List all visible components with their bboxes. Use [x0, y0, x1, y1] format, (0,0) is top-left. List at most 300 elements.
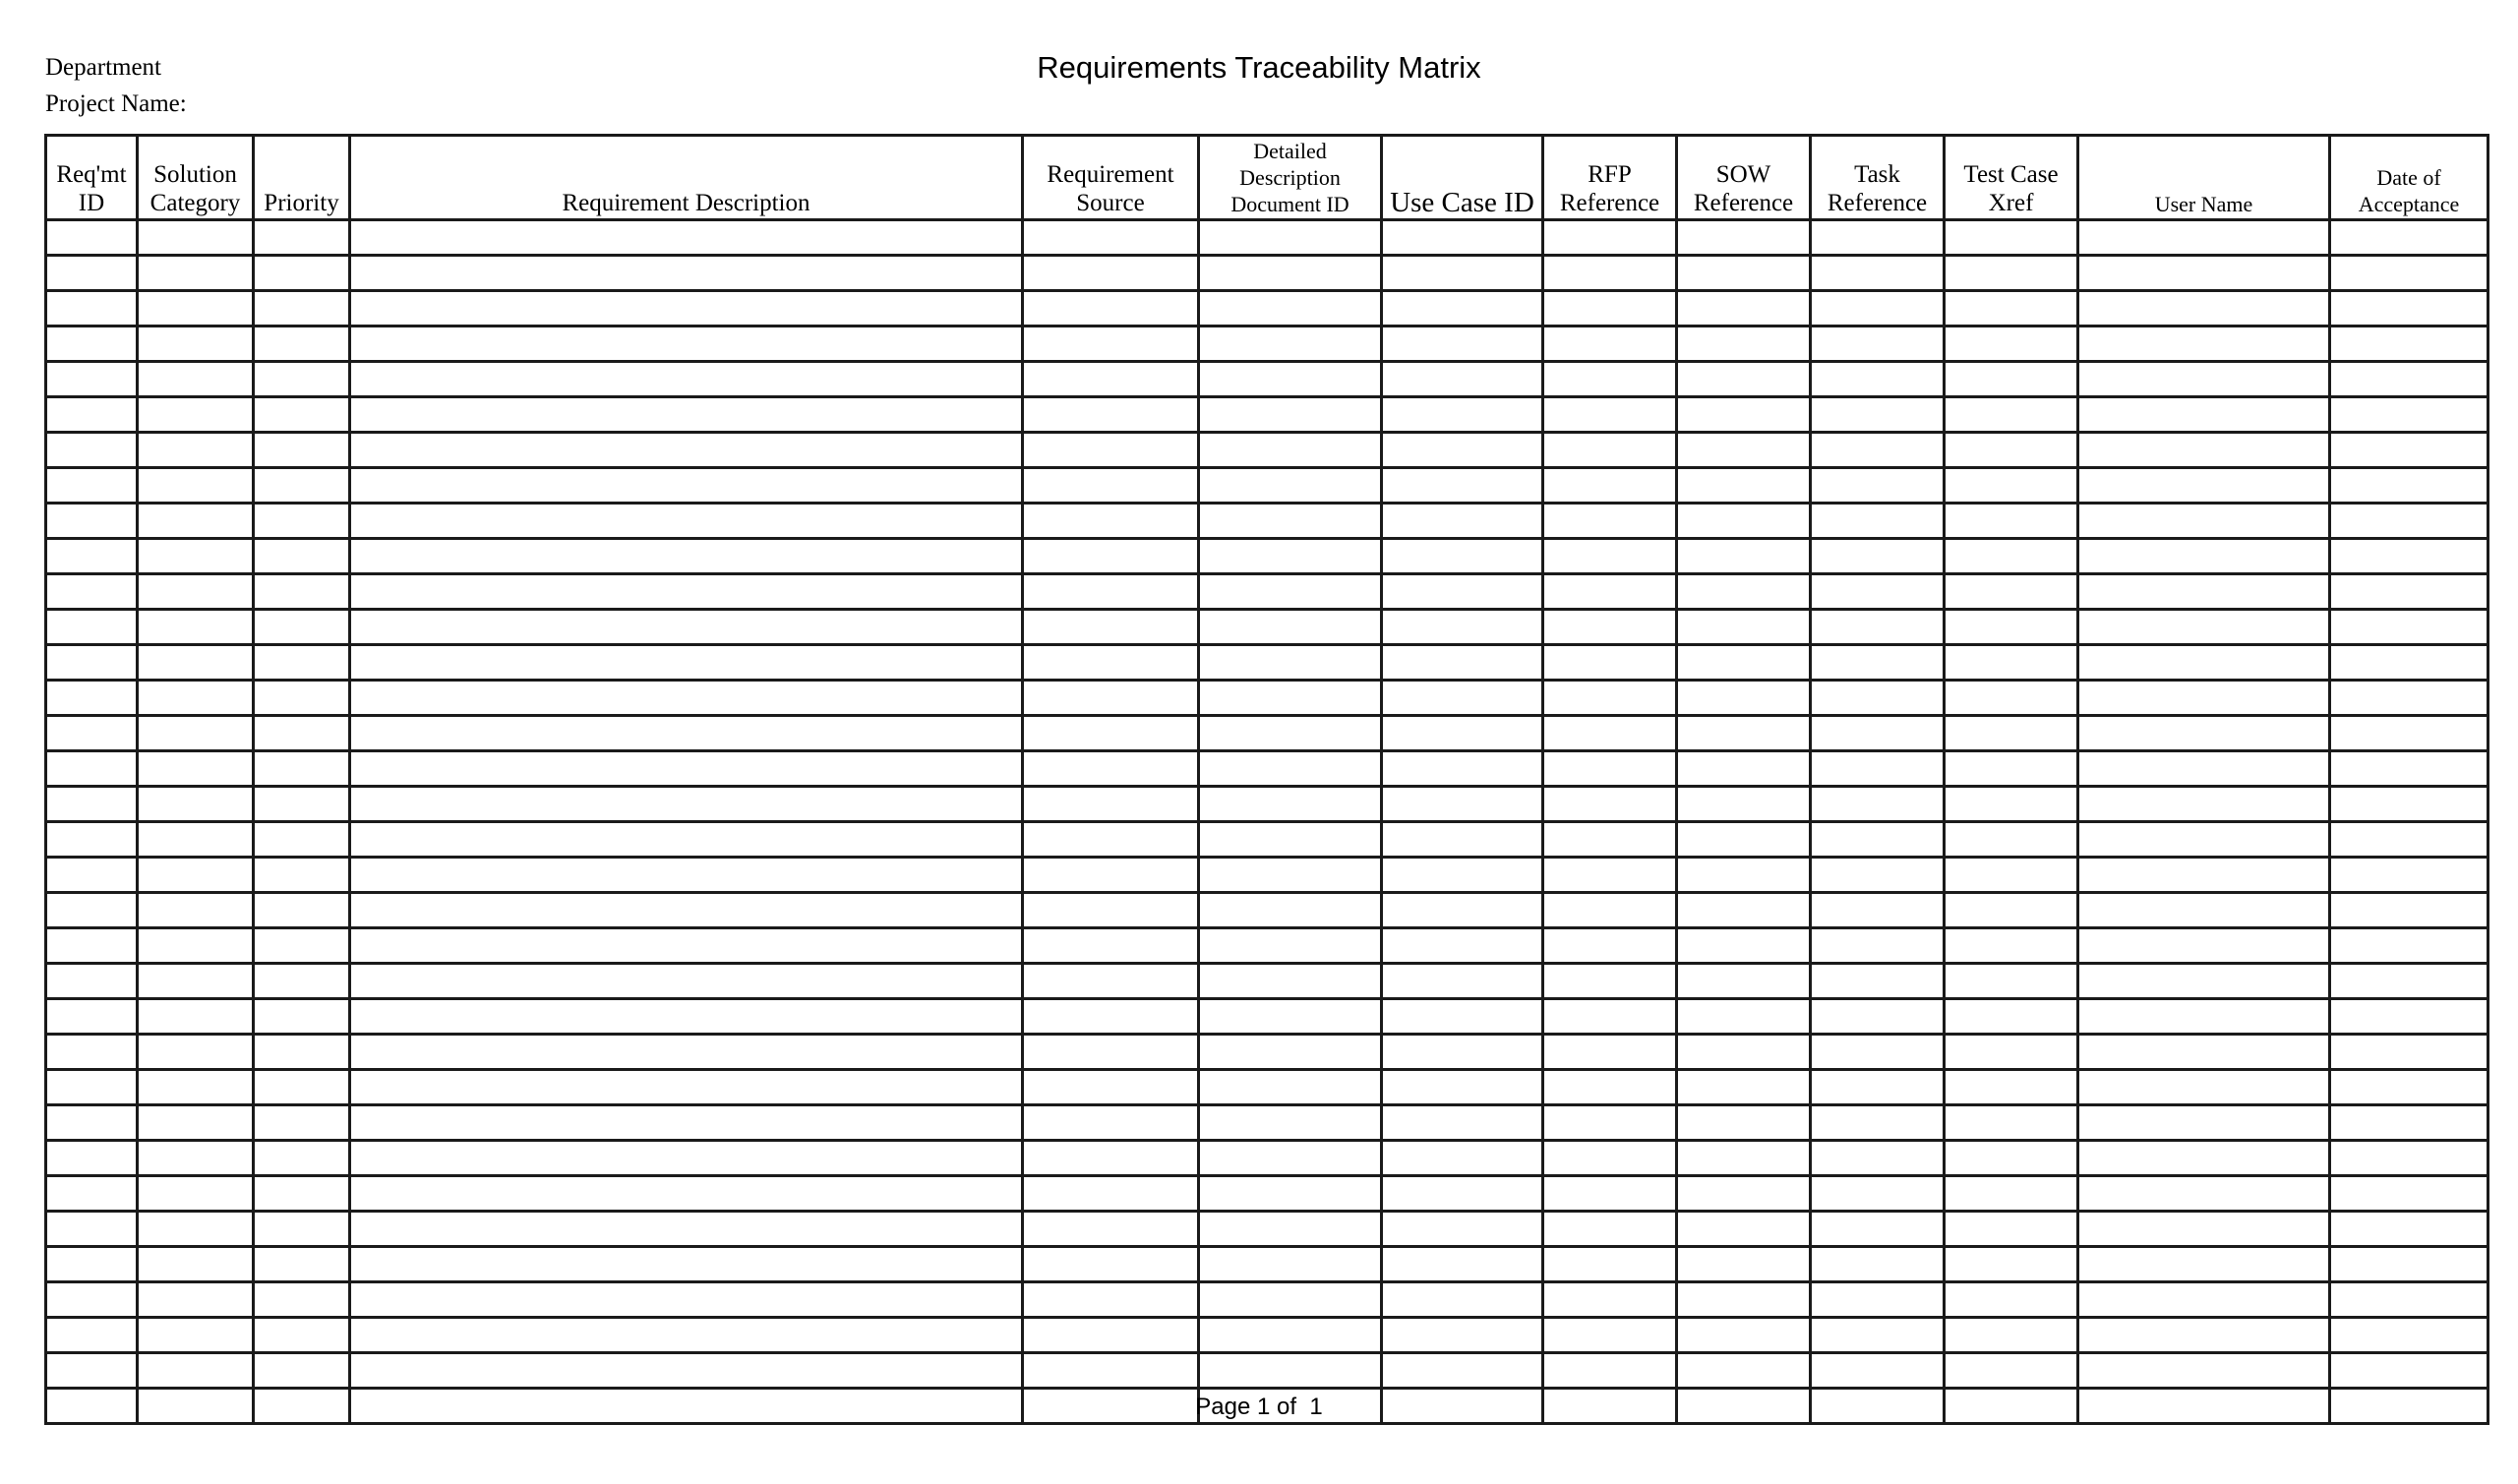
table-cell-user-name[interactable] [2078, 751, 2330, 787]
table-cell-priority[interactable] [254, 787, 350, 822]
table-cell-requirement-source[interactable] [1023, 468, 1199, 504]
table-cell-reqmt-id[interactable] [46, 964, 138, 999]
table-cell-requirement-description[interactable] [350, 1141, 1023, 1176]
table-cell-detailed-description-document-id[interactable] [1199, 716, 1382, 751]
table-cell-sow-reference[interactable] [1677, 1353, 1811, 1389]
table-cell-sow-reference[interactable] [1677, 610, 1811, 645]
table-cell-rfp-reference[interactable] [1543, 1282, 1677, 1318]
table-cell-solution-category[interactable] [138, 999, 254, 1035]
table-cell-requirement-description[interactable] [350, 928, 1023, 964]
table-cell-date-of-acceptance[interactable] [2330, 1070, 2488, 1105]
table-cell-task-reference[interactable] [1811, 610, 1945, 645]
table-cell-date-of-acceptance[interactable] [2330, 893, 2488, 928]
table-cell-reqmt-id[interactable] [46, 1176, 138, 1212]
table-cell-solution-category[interactable] [138, 751, 254, 787]
table-cell-reqmt-id[interactable] [46, 1318, 138, 1353]
table-cell-reqmt-id[interactable] [46, 610, 138, 645]
table-cell-test-case-xref[interactable] [1945, 397, 2078, 433]
table-cell-rfp-reference[interactable] [1543, 291, 1677, 326]
table-cell-detailed-description-document-id[interactable] [1199, 928, 1382, 964]
table-cell-detailed-description-document-id[interactable] [1199, 574, 1382, 610]
table-cell-sow-reference[interactable] [1677, 1105, 1811, 1141]
table-cell-user-name[interactable] [2078, 397, 2330, 433]
table-cell-task-reference[interactable] [1811, 433, 1945, 468]
table-cell-rfp-reference[interactable] [1543, 610, 1677, 645]
table-cell-rfp-reference[interactable] [1543, 681, 1677, 716]
table-cell-solution-category[interactable] [138, 468, 254, 504]
table-cell-task-reference[interactable] [1811, 751, 1945, 787]
table-cell-requirement-description[interactable] [350, 1212, 1023, 1247]
table-cell-sow-reference[interactable] [1677, 362, 1811, 397]
table-cell-test-case-xref[interactable] [1945, 1070, 2078, 1105]
table-cell-detailed-description-document-id[interactable] [1199, 1035, 1382, 1070]
table-cell-user-name[interactable] [2078, 645, 2330, 681]
table-cell-use-case-id[interactable] [1382, 291, 1543, 326]
table-cell-detailed-description-document-id[interactable] [1199, 822, 1382, 858]
table-cell-task-reference[interactable] [1811, 1035, 1945, 1070]
table-cell-priority[interactable] [254, 893, 350, 928]
table-cell-requirement-description[interactable] [350, 893, 1023, 928]
table-cell-user-name[interactable] [2078, 504, 2330, 539]
table-cell-user-name[interactable] [2078, 1212, 2330, 1247]
table-cell-use-case-id[interactable] [1382, 822, 1543, 858]
table-cell-requirement-description[interactable] [350, 681, 1023, 716]
table-cell-requirement-source[interactable] [1023, 645, 1199, 681]
table-cell-user-name[interactable] [2078, 1035, 2330, 1070]
table-cell-detailed-description-document-id[interactable] [1199, 326, 1382, 362]
table-cell-sow-reference[interactable] [1677, 291, 1811, 326]
table-cell-user-name[interactable] [2078, 787, 2330, 822]
table-cell-date-of-acceptance[interactable] [2330, 504, 2488, 539]
table-cell-rfp-reference[interactable] [1543, 468, 1677, 504]
table-cell-requirement-description[interactable] [350, 504, 1023, 539]
table-cell-rfp-reference[interactable] [1543, 362, 1677, 397]
table-cell-test-case-xref[interactable] [1945, 1035, 2078, 1070]
table-cell-priority[interactable] [254, 1353, 350, 1389]
table-cell-test-case-xref[interactable] [1945, 433, 2078, 468]
table-cell-date-of-acceptance[interactable] [2330, 433, 2488, 468]
table-cell-rfp-reference[interactable] [1543, 220, 1677, 256]
table-cell-date-of-acceptance[interactable] [2330, 1212, 2488, 1247]
table-cell-date-of-acceptance[interactable] [2330, 397, 2488, 433]
table-cell-reqmt-id[interactable] [46, 999, 138, 1035]
table-cell-date-of-acceptance[interactable] [2330, 1035, 2488, 1070]
table-cell-sow-reference[interactable] [1677, 220, 1811, 256]
table-cell-rfp-reference[interactable] [1543, 1105, 1677, 1141]
table-cell-rfp-reference[interactable] [1543, 256, 1677, 291]
table-cell-user-name[interactable] [2078, 1318, 2330, 1353]
table-cell-solution-category[interactable] [138, 893, 254, 928]
table-cell-use-case-id[interactable] [1382, 1212, 1543, 1247]
table-cell-sow-reference[interactable] [1677, 1318, 1811, 1353]
table-cell-solution-category[interactable] [138, 1105, 254, 1141]
table-cell-task-reference[interactable] [1811, 893, 1945, 928]
table-cell-requirement-description[interactable] [350, 610, 1023, 645]
table-cell-reqmt-id[interactable] [46, 787, 138, 822]
table-cell-detailed-description-document-id[interactable] [1199, 468, 1382, 504]
table-cell-date-of-acceptance[interactable] [2330, 291, 2488, 326]
table-cell-use-case-id[interactable] [1382, 716, 1543, 751]
table-cell-sow-reference[interactable] [1677, 858, 1811, 893]
table-cell-task-reference[interactable] [1811, 1141, 1945, 1176]
table-cell-task-reference[interactable] [1811, 291, 1945, 326]
table-cell-reqmt-id[interactable] [46, 256, 138, 291]
table-cell-rfp-reference[interactable] [1543, 504, 1677, 539]
table-cell-requirement-description[interactable] [350, 1318, 1023, 1353]
table-cell-requirement-source[interactable] [1023, 1070, 1199, 1105]
table-cell-use-case-id[interactable] [1382, 1318, 1543, 1353]
table-cell-use-case-id[interactable] [1382, 787, 1543, 822]
table-cell-detailed-description-document-id[interactable] [1199, 291, 1382, 326]
table-cell-priority[interactable] [254, 468, 350, 504]
table-cell-priority[interactable] [254, 1282, 350, 1318]
table-cell-solution-category[interactable] [138, 291, 254, 326]
table-cell-user-name[interactable] [2078, 858, 2330, 893]
table-cell-detailed-description-document-id[interactable] [1199, 610, 1382, 645]
table-cell-test-case-xref[interactable] [1945, 256, 2078, 291]
table-cell-detailed-description-document-id[interactable] [1199, 1212, 1382, 1247]
table-cell-solution-category[interactable] [138, 362, 254, 397]
table-cell-use-case-id[interactable] [1382, 574, 1543, 610]
table-cell-solution-category[interactable] [138, 1070, 254, 1105]
table-cell-sow-reference[interactable] [1677, 539, 1811, 574]
table-cell-solution-category[interactable] [138, 1353, 254, 1389]
table-cell-date-of-acceptance[interactable] [2330, 716, 2488, 751]
table-cell-requirement-description[interactable] [350, 999, 1023, 1035]
table-cell-detailed-description-document-id[interactable] [1199, 964, 1382, 999]
table-cell-task-reference[interactable] [1811, 574, 1945, 610]
table-cell-reqmt-id[interactable] [46, 291, 138, 326]
table-cell-detailed-description-document-id[interactable] [1199, 1282, 1382, 1318]
table-cell-user-name[interactable] [2078, 964, 2330, 999]
table-cell-priority[interactable] [254, 433, 350, 468]
table-cell-requirement-source[interactable] [1023, 751, 1199, 787]
table-cell-user-name[interactable] [2078, 468, 2330, 504]
table-cell-reqmt-id[interactable] [46, 928, 138, 964]
table-cell-user-name[interactable] [2078, 1176, 2330, 1212]
table-cell-requirement-source[interactable] [1023, 999, 1199, 1035]
table-cell-test-case-xref[interactable] [1945, 681, 2078, 716]
table-cell-requirement-description[interactable] [350, 574, 1023, 610]
table-cell-sow-reference[interactable] [1677, 787, 1811, 822]
table-cell-date-of-acceptance[interactable] [2330, 362, 2488, 397]
table-cell-priority[interactable] [254, 822, 350, 858]
table-cell-reqmt-id[interactable] [46, 716, 138, 751]
table-cell-sow-reference[interactable] [1677, 433, 1811, 468]
table-cell-requirement-source[interactable] [1023, 681, 1199, 716]
table-cell-user-name[interactable] [2078, 291, 2330, 326]
table-cell-detailed-description-document-id[interactable] [1199, 681, 1382, 716]
table-cell-solution-category[interactable] [138, 539, 254, 574]
table-cell-priority[interactable] [254, 1070, 350, 1105]
table-cell-solution-category[interactable] [138, 1176, 254, 1212]
table-cell-solution-category[interactable] [138, 504, 254, 539]
table-cell-detailed-description-document-id[interactable] [1199, 787, 1382, 822]
table-cell-task-reference[interactable] [1811, 716, 1945, 751]
table-cell-sow-reference[interactable] [1677, 256, 1811, 291]
table-cell-requirement-source[interactable] [1023, 574, 1199, 610]
table-cell-priority[interactable] [254, 858, 350, 893]
table-cell-test-case-xref[interactable] [1945, 964, 2078, 999]
table-cell-solution-category[interactable] [138, 610, 254, 645]
table-cell-solution-category[interactable] [138, 326, 254, 362]
table-cell-requirement-description[interactable] [350, 397, 1023, 433]
table-cell-solution-category[interactable] [138, 928, 254, 964]
table-cell-date-of-acceptance[interactable] [2330, 787, 2488, 822]
table-cell-user-name[interactable] [2078, 1070, 2330, 1105]
table-cell-test-case-xref[interactable] [1945, 1247, 2078, 1282]
table-cell-requirement-source[interactable] [1023, 504, 1199, 539]
table-cell-reqmt-id[interactable] [46, 858, 138, 893]
table-cell-date-of-acceptance[interactable] [2330, 1318, 2488, 1353]
table-cell-test-case-xref[interactable] [1945, 291, 2078, 326]
table-cell-requirement-source[interactable] [1023, 1035, 1199, 1070]
table-cell-sow-reference[interactable] [1677, 999, 1811, 1035]
table-cell-use-case-id[interactable] [1382, 645, 1543, 681]
table-cell-requirement-source[interactable] [1023, 1318, 1199, 1353]
table-cell-requirement-source[interactable] [1023, 220, 1199, 256]
table-cell-solution-category[interactable] [138, 1212, 254, 1247]
table-cell-use-case-id[interactable] [1382, 362, 1543, 397]
table-cell-requirement-source[interactable] [1023, 256, 1199, 291]
table-cell-solution-category[interactable] [138, 433, 254, 468]
table-cell-task-reference[interactable] [1811, 504, 1945, 539]
table-cell-test-case-xref[interactable] [1945, 893, 2078, 928]
table-cell-test-case-xref[interactable] [1945, 326, 2078, 362]
table-cell-detailed-description-document-id[interactable] [1199, 256, 1382, 291]
table-cell-date-of-acceptance[interactable] [2330, 610, 2488, 645]
table-cell-rfp-reference[interactable] [1543, 893, 1677, 928]
table-cell-task-reference[interactable] [1811, 822, 1945, 858]
table-cell-use-case-id[interactable] [1382, 504, 1543, 539]
table-cell-priority[interactable] [254, 1105, 350, 1141]
table-cell-user-name[interactable] [2078, 433, 2330, 468]
table-cell-priority[interactable] [254, 681, 350, 716]
table-cell-date-of-acceptance[interactable] [2330, 681, 2488, 716]
table-cell-task-reference[interactable] [1811, 645, 1945, 681]
table-cell-requirement-source[interactable] [1023, 1247, 1199, 1282]
table-cell-solution-category[interactable] [138, 574, 254, 610]
table-cell-solution-category[interactable] [138, 1035, 254, 1070]
table-cell-rfp-reference[interactable] [1543, 858, 1677, 893]
table-cell-user-name[interactable] [2078, 574, 2330, 610]
table-cell-priority[interactable] [254, 716, 350, 751]
table-cell-user-name[interactable] [2078, 928, 2330, 964]
table-cell-user-name[interactable] [2078, 256, 2330, 291]
table-cell-rfp-reference[interactable] [1543, 1070, 1677, 1105]
table-cell-rfp-reference[interactable] [1543, 1176, 1677, 1212]
table-cell-sow-reference[interactable] [1677, 397, 1811, 433]
table-cell-reqmt-id[interactable] [46, 504, 138, 539]
table-cell-detailed-description-document-id[interactable] [1199, 1141, 1382, 1176]
table-cell-requirement-description[interactable] [350, 716, 1023, 751]
table-cell-requirement-source[interactable] [1023, 1212, 1199, 1247]
table-cell-use-case-id[interactable] [1382, 256, 1543, 291]
table-cell-solution-category[interactable] [138, 787, 254, 822]
table-cell-solution-category[interactable] [138, 681, 254, 716]
table-cell-solution-category[interactable] [138, 256, 254, 291]
table-cell-date-of-acceptance[interactable] [2330, 1353, 2488, 1389]
table-cell-task-reference[interactable] [1811, 326, 1945, 362]
table-cell-requirement-source[interactable] [1023, 291, 1199, 326]
table-cell-test-case-xref[interactable] [1945, 645, 2078, 681]
table-cell-sow-reference[interactable] [1677, 893, 1811, 928]
table-cell-test-case-xref[interactable] [1945, 999, 2078, 1035]
table-cell-sow-reference[interactable] [1677, 468, 1811, 504]
table-cell-task-reference[interactable] [1811, 928, 1945, 964]
table-cell-sow-reference[interactable] [1677, 645, 1811, 681]
table-cell-requirement-source[interactable] [1023, 1141, 1199, 1176]
table-cell-task-reference[interactable] [1811, 1282, 1945, 1318]
table-cell-user-name[interactable] [2078, 1247, 2330, 1282]
table-cell-test-case-xref[interactable] [1945, 928, 2078, 964]
table-cell-solution-category[interactable] [138, 1318, 254, 1353]
table-cell-requirement-description[interactable] [350, 362, 1023, 397]
table-cell-user-name[interactable] [2078, 610, 2330, 645]
table-cell-task-reference[interactable] [1811, 999, 1945, 1035]
table-cell-test-case-xref[interactable] [1945, 787, 2078, 822]
table-cell-requirement-description[interactable] [350, 822, 1023, 858]
table-cell-use-case-id[interactable] [1382, 928, 1543, 964]
table-cell-requirement-description[interactable] [350, 645, 1023, 681]
table-cell-sow-reference[interactable] [1677, 1070, 1811, 1105]
table-cell-test-case-xref[interactable] [1945, 504, 2078, 539]
table-cell-requirement-description[interactable] [350, 1035, 1023, 1070]
table-cell-date-of-acceptance[interactable] [2330, 858, 2488, 893]
table-cell-rfp-reference[interactable] [1543, 999, 1677, 1035]
table-cell-detailed-description-document-id[interactable] [1199, 999, 1382, 1035]
table-cell-priority[interactable] [254, 397, 350, 433]
table-cell-detailed-description-document-id[interactable] [1199, 1247, 1382, 1282]
table-cell-priority[interactable] [254, 362, 350, 397]
table-cell-requirement-description[interactable] [350, 1353, 1023, 1389]
table-cell-solution-category[interactable] [138, 1247, 254, 1282]
table-cell-date-of-acceptance[interactable] [2330, 1141, 2488, 1176]
table-cell-requirement-source[interactable] [1023, 1353, 1199, 1389]
table-cell-user-name[interactable] [2078, 1353, 2330, 1389]
table-cell-task-reference[interactable] [1811, 468, 1945, 504]
table-cell-requirement-description[interactable] [350, 1282, 1023, 1318]
table-cell-solution-category[interactable] [138, 397, 254, 433]
table-cell-date-of-acceptance[interactable] [2330, 964, 2488, 999]
table-cell-use-case-id[interactable] [1382, 999, 1543, 1035]
table-cell-sow-reference[interactable] [1677, 822, 1811, 858]
table-cell-detailed-description-document-id[interactable] [1199, 362, 1382, 397]
table-cell-date-of-acceptance[interactable] [2330, 256, 2488, 291]
table-cell-solution-category[interactable] [138, 858, 254, 893]
table-cell-use-case-id[interactable] [1382, 220, 1543, 256]
table-cell-task-reference[interactable] [1811, 1247, 1945, 1282]
table-cell-solution-category[interactable] [138, 822, 254, 858]
table-cell-requirement-description[interactable] [350, 1247, 1023, 1282]
table-cell-solution-category[interactable] [138, 645, 254, 681]
table-cell-task-reference[interactable] [1811, 787, 1945, 822]
table-cell-priority[interactable] [254, 1318, 350, 1353]
table-cell-test-case-xref[interactable] [1945, 539, 2078, 574]
table-cell-rfp-reference[interactable] [1543, 645, 1677, 681]
table-cell-user-name[interactable] [2078, 539, 2330, 574]
table-cell-sow-reference[interactable] [1677, 681, 1811, 716]
table-cell-rfp-reference[interactable] [1543, 397, 1677, 433]
table-cell-rfp-reference[interactable] [1543, 928, 1677, 964]
table-cell-use-case-id[interactable] [1382, 1247, 1543, 1282]
table-cell-solution-category[interactable] [138, 1282, 254, 1318]
table-cell-requirement-source[interactable] [1023, 893, 1199, 928]
table-cell-reqmt-id[interactable] [46, 1035, 138, 1070]
table-cell-rfp-reference[interactable] [1543, 1212, 1677, 1247]
table-cell-priority[interactable] [254, 574, 350, 610]
table-cell-reqmt-id[interactable] [46, 1282, 138, 1318]
table-cell-test-case-xref[interactable] [1945, 858, 2078, 893]
table-cell-date-of-acceptance[interactable] [2330, 1176, 2488, 1212]
table-cell-use-case-id[interactable] [1382, 751, 1543, 787]
table-cell-sow-reference[interactable] [1677, 964, 1811, 999]
table-cell-date-of-acceptance[interactable] [2330, 645, 2488, 681]
table-cell-sow-reference[interactable] [1677, 1176, 1811, 1212]
table-cell-requirement-source[interactable] [1023, 822, 1199, 858]
table-cell-rfp-reference[interactable] [1543, 964, 1677, 999]
table-cell-priority[interactable] [254, 291, 350, 326]
table-cell-test-case-xref[interactable] [1945, 220, 2078, 256]
table-cell-detailed-description-document-id[interactable] [1199, 220, 1382, 256]
table-cell-requirement-source[interactable] [1023, 1176, 1199, 1212]
table-cell-requirement-description[interactable] [350, 1176, 1023, 1212]
table-cell-reqmt-id[interactable] [46, 362, 138, 397]
table-cell-priority[interactable] [254, 645, 350, 681]
table-cell-user-name[interactable] [2078, 716, 2330, 751]
table-cell-task-reference[interactable] [1811, 681, 1945, 716]
table-cell-rfp-reference[interactable] [1543, 1035, 1677, 1070]
table-cell-reqmt-id[interactable] [46, 1247, 138, 1282]
table-cell-reqmt-id[interactable] [46, 1070, 138, 1105]
table-cell-rfp-reference[interactable] [1543, 787, 1677, 822]
table-cell-requirement-description[interactable] [350, 787, 1023, 822]
table-cell-priority[interactable] [254, 999, 350, 1035]
table-cell-rfp-reference[interactable] [1543, 1353, 1677, 1389]
table-cell-user-name[interactable] [2078, 362, 2330, 397]
table-cell-test-case-xref[interactable] [1945, 1282, 2078, 1318]
table-cell-requirement-source[interactable] [1023, 716, 1199, 751]
table-cell-task-reference[interactable] [1811, 1176, 1945, 1212]
table-cell-rfp-reference[interactable] [1543, 1247, 1677, 1282]
table-cell-reqmt-id[interactable] [46, 574, 138, 610]
table-cell-reqmt-id[interactable] [46, 433, 138, 468]
table-cell-detailed-description-document-id[interactable] [1199, 1105, 1382, 1141]
table-cell-date-of-acceptance[interactable] [2330, 574, 2488, 610]
table-cell-reqmt-id[interactable] [46, 645, 138, 681]
table-cell-sow-reference[interactable] [1677, 716, 1811, 751]
table-cell-detailed-description-document-id[interactable] [1199, 645, 1382, 681]
table-cell-use-case-id[interactable] [1382, 326, 1543, 362]
table-cell-reqmt-id[interactable] [46, 751, 138, 787]
table-cell-sow-reference[interactable] [1677, 751, 1811, 787]
table-cell-use-case-id[interactable] [1382, 610, 1543, 645]
table-cell-task-reference[interactable] [1811, 1070, 1945, 1105]
table-cell-user-name[interactable] [2078, 1105, 2330, 1141]
table-cell-reqmt-id[interactable] [46, 326, 138, 362]
table-cell-date-of-acceptance[interactable] [2330, 539, 2488, 574]
table-cell-requirement-source[interactable] [1023, 858, 1199, 893]
table-cell-priority[interactable] [254, 1141, 350, 1176]
table-cell-priority[interactable] [254, 610, 350, 645]
table-cell-reqmt-id[interactable] [46, 1212, 138, 1247]
table-cell-date-of-acceptance[interactable] [2330, 822, 2488, 858]
table-cell-sow-reference[interactable] [1677, 1282, 1811, 1318]
table-cell-detailed-description-document-id[interactable] [1199, 1318, 1382, 1353]
table-cell-date-of-acceptance[interactable] [2330, 1247, 2488, 1282]
table-cell-rfp-reference[interactable] [1543, 1318, 1677, 1353]
table-cell-date-of-acceptance[interactable] [2330, 1105, 2488, 1141]
